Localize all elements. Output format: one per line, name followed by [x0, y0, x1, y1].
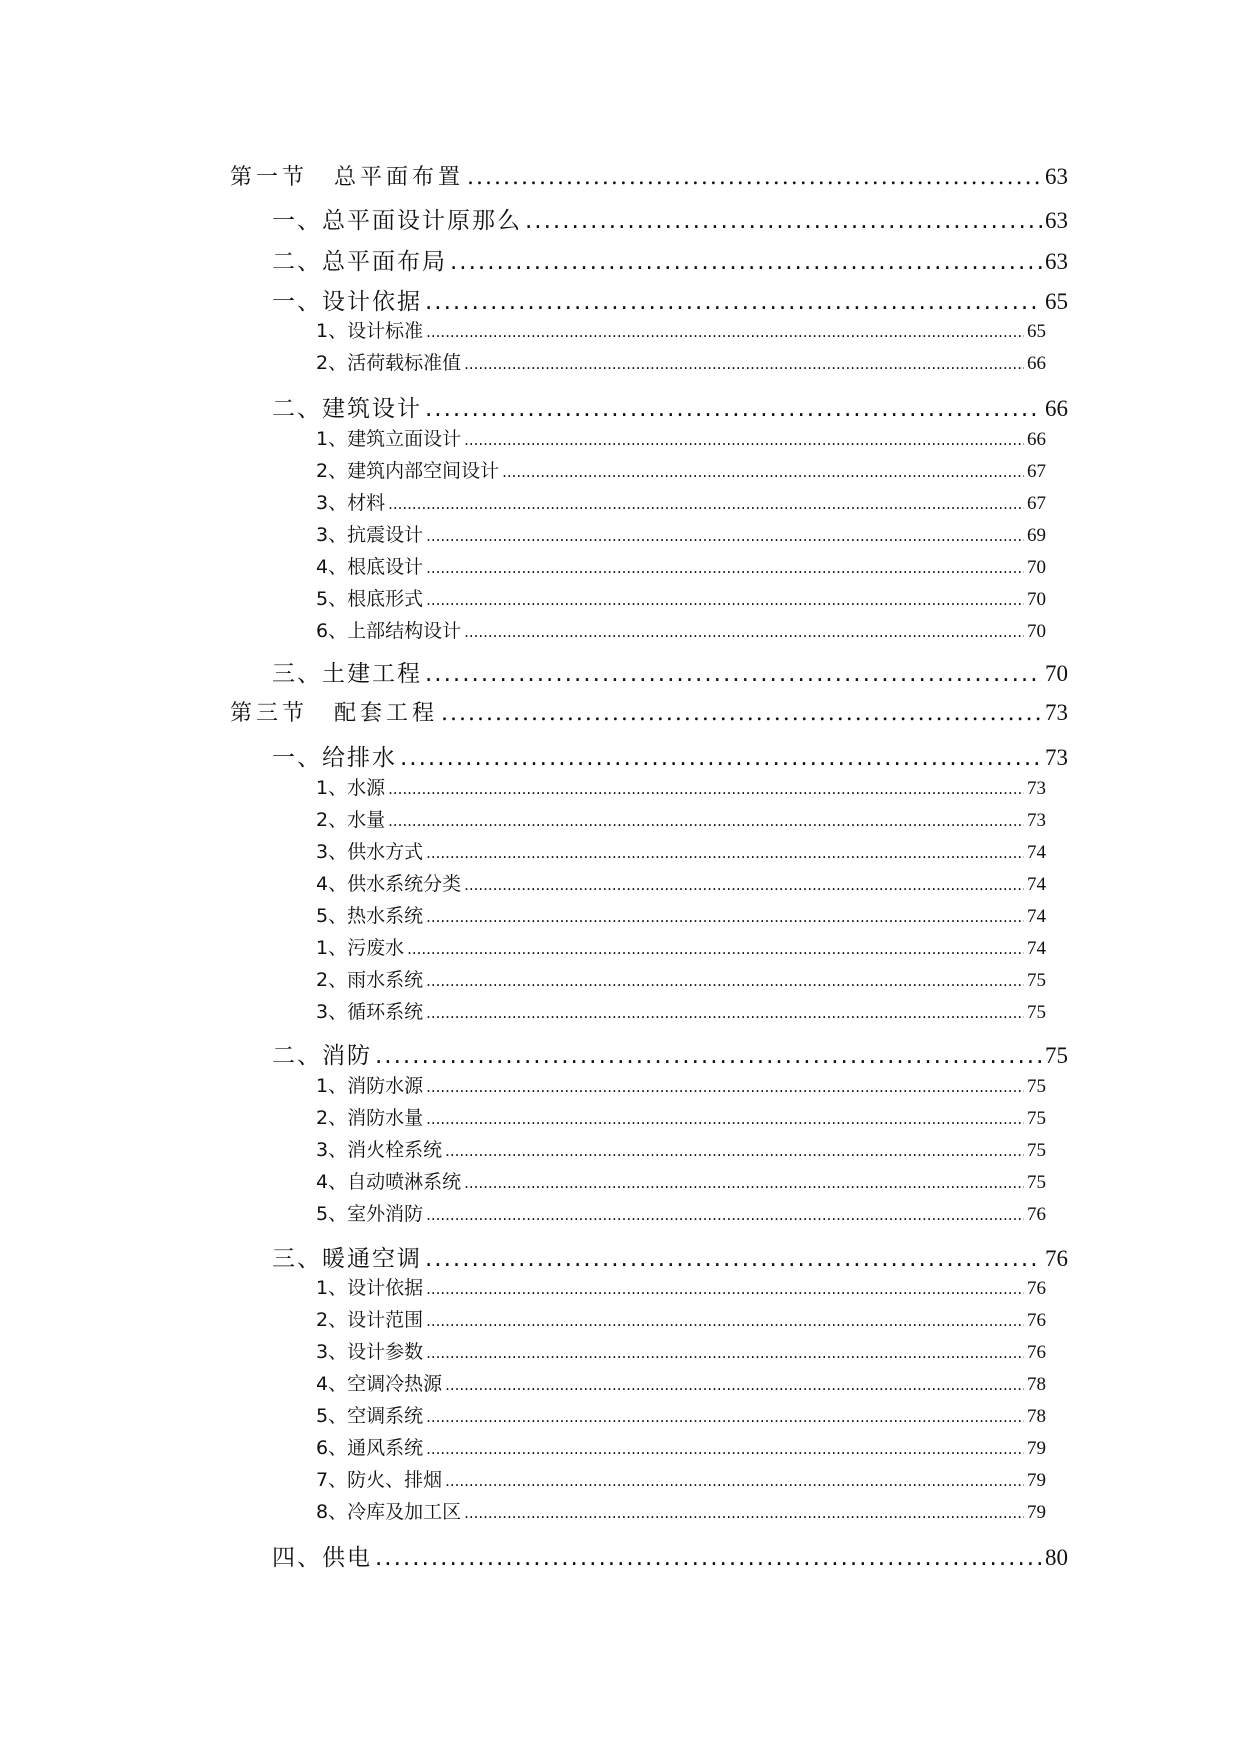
- toc-dot-leader: [426, 1437, 1024, 1459]
- toc-dot-leader: [464, 428, 1024, 450]
- toc-entry-title: 一、给排水: [272, 745, 397, 771]
- toc-entry-title: 第三节 配套工程: [230, 701, 439, 726]
- toc-page-number: 67: [1027, 461, 1046, 482]
- toc-entry[interactable]: [272, 655, 1068, 688]
- toc-entry[interactable]: [230, 160, 1068, 191]
- toc-page-number: 70: [1027, 589, 1046, 610]
- toc-dot-leader: [445, 1373, 1024, 1395]
- toc-dot-leader: [375, 1545, 1042, 1571]
- toc-entry-title: 三、暖通空调: [272, 1246, 422, 1272]
- toc-entry-title: 二、总平面布局: [272, 249, 447, 275]
- toc-entry-title: 2、雨水系统: [316, 969, 424, 991]
- toc-dot-leader: [407, 937, 1024, 959]
- toc-entry-title: 6、通风系统: [316, 1437, 424, 1459]
- toc-page-number: 73: [1045, 745, 1068, 770]
- toc-entry-title: 1、污废水: [316, 937, 405, 959]
- toc-entry-title: 一、总平面设计原那么: [272, 208, 522, 234]
- toc-page-number: 74: [1027, 938, 1046, 959]
- toc-page-number: 75: [1027, 1140, 1046, 1161]
- toc-page-number: 76: [1045, 1246, 1068, 1271]
- toc-entry-title: 二、建筑设计: [272, 396, 422, 422]
- toc-dot-leader: [425, 1246, 1042, 1272]
- toc-entry[interactable]: [272, 202, 1068, 235]
- toc-entry-title: 4、供水系统分类: [316, 873, 462, 895]
- toc-page-number: 70: [1027, 557, 1046, 578]
- toc-entry-title: 7、防火、排烟: [316, 1469, 443, 1491]
- toc-dot-leader: [426, 524, 1024, 546]
- toc-dot-leader: [426, 1309, 1024, 1331]
- toc-entry-title: 2、建筑内部空间设计: [316, 460, 500, 482]
- toc-entry[interactable]: [316, 552, 1046, 579]
- toc-dot-leader: [450, 249, 1042, 275]
- toc-page-number: 75: [1027, 1172, 1046, 1193]
- toc-entry[interactable]: [316, 869, 1046, 896]
- toc-entry[interactable]: [316, 773, 1046, 800]
- toc-entry-title: 4、空调冷热源: [316, 1373, 443, 1395]
- toc-dot-leader: [426, 1001, 1024, 1023]
- toc-entry[interactable]: [316, 933, 1046, 960]
- toc-page-number: 76: [1027, 1278, 1046, 1299]
- toc-page-number: 76: [1027, 1204, 1046, 1225]
- toc-entry-title: 1、建筑立面设计: [316, 428, 462, 450]
- toc-dot-leader: [426, 1341, 1024, 1363]
- toc-page-number: 63: [1045, 164, 1068, 189]
- toc-page-number: 66: [1027, 353, 1046, 374]
- toc-entry[interactable]: [316, 805, 1046, 832]
- toc-entry[interactable]: [316, 997, 1046, 1024]
- toc-page-number: 70: [1027, 621, 1046, 642]
- toc-dot-leader: [464, 352, 1024, 374]
- toc-page-number: 66: [1045, 396, 1068, 421]
- toc-entry-title: 二、消防: [272, 1043, 372, 1069]
- toc-page-number: 75: [1027, 1002, 1046, 1023]
- toc-entry-title: 1、消防水源: [316, 1075, 424, 1097]
- toc-entry[interactable]: [316, 316, 1046, 343]
- toc-page-number: 75: [1027, 1108, 1046, 1129]
- toc-page-number: 79: [1027, 1502, 1046, 1523]
- toc-entry-title: 3、供水方式: [316, 841, 424, 863]
- toc-entry-title: 5、根底形式: [316, 588, 424, 610]
- toc-dot-leader: [467, 165, 1042, 190]
- toc-page-number: 65: [1045, 289, 1068, 314]
- toc-entry-title: 5、室外消防: [316, 1203, 424, 1225]
- toc-entry-title: 3、材料: [316, 492, 386, 514]
- toc-entry[interactable]: [316, 1305, 1046, 1332]
- toc-page-number: 74: [1027, 906, 1046, 927]
- toc-dot-leader: [445, 1469, 1024, 1491]
- toc-dot-leader: [426, 969, 1024, 991]
- toc-entry-title: 四、供电: [272, 1545, 372, 1571]
- toc-page-number: 69: [1027, 525, 1046, 546]
- toc-entry-title: 5、热水系统: [316, 905, 424, 927]
- toc-entry-title: 3、抗震设计: [316, 524, 424, 546]
- toc-entry-title: 6、上部结构设计: [316, 620, 462, 642]
- toc-page-number: 63: [1045, 208, 1068, 233]
- toc-page-number: 75: [1045, 1043, 1068, 1068]
- toc-page-number: 80: [1045, 1545, 1068, 1570]
- toc-entry-title: 3、循环系统: [316, 1001, 424, 1023]
- toc-entry-title: 1、设计依据: [316, 1277, 424, 1299]
- toc-entry[interactable]: [316, 1433, 1046, 1460]
- toc-entry[interactable]: [272, 1240, 1068, 1273]
- toc-entry-title: 第一节 总平面布置: [230, 165, 465, 190]
- toc-dot-leader: [388, 809, 1024, 831]
- toc-entry-title: 8、冷库及加工区: [316, 1501, 462, 1523]
- toc-dot-leader: [426, 1405, 1024, 1427]
- toc-page-number: 76: [1027, 1310, 1046, 1331]
- toc-dot-leader: [426, 588, 1024, 610]
- toc-page-number: 67: [1027, 493, 1046, 514]
- toc-entry[interactable]: [316, 901, 1046, 928]
- toc-page-number: 74: [1027, 842, 1046, 863]
- toc-dot-leader: [426, 1075, 1024, 1097]
- toc-entry[interactable]: [272, 739, 1068, 772]
- toc-entry[interactable]: [272, 283, 1068, 316]
- toc-page-number: 65: [1027, 321, 1046, 342]
- toc-entry[interactable]: [316, 1273, 1046, 1300]
- toc-entry[interactable]: [316, 1465, 1046, 1492]
- toc-entry[interactable]: [316, 520, 1046, 547]
- toc-entry[interactable]: [316, 1071, 1046, 1098]
- toc-entry[interactable]: [316, 424, 1046, 451]
- toc-dot-leader: [426, 1203, 1024, 1225]
- toc-entry-title: 4、自动喷淋系统: [316, 1171, 462, 1193]
- toc-dot-leader: [426, 1277, 1024, 1299]
- toc-entry[interactable]: [316, 1135, 1046, 1162]
- toc-dot-leader: [525, 208, 1042, 234]
- toc-dot-leader: [464, 1501, 1024, 1523]
- toc-dot-leader: [426, 905, 1024, 927]
- toc-entry-title: 4、根底设计: [316, 556, 424, 578]
- toc-entry-title: 一、设计依据: [272, 289, 422, 315]
- toc-entry[interactable]: [316, 616, 1046, 643]
- toc-page-number: 75: [1027, 970, 1046, 991]
- toc-page-number: 73: [1027, 778, 1046, 799]
- toc-dot-leader: [426, 841, 1024, 863]
- toc-entry[interactable]: [316, 1199, 1046, 1226]
- toc-entry-title: 3、设计参数: [316, 1341, 424, 1363]
- toc-dot-leader: [388, 777, 1024, 799]
- toc-entry[interactable]: [316, 965, 1046, 992]
- toc-entry-title: 三、土建工程: [272, 661, 422, 687]
- toc-dot-leader: [425, 661, 1042, 687]
- toc-dot-leader: [502, 460, 1024, 482]
- toc-dot-leader: [425, 396, 1042, 422]
- toc-entry[interactable]: [316, 1167, 1046, 1194]
- toc-entry[interactable]: [316, 348, 1046, 375]
- toc-entry[interactable]: [316, 837, 1046, 864]
- toc-entry[interactable]: [316, 1401, 1046, 1428]
- toc-page-number: 66: [1027, 429, 1046, 450]
- toc-page-number: 73: [1045, 700, 1068, 725]
- toc-page-number: 76: [1027, 1342, 1046, 1363]
- toc-entry-title: 3、消火栓系统: [316, 1139, 443, 1161]
- toc-dot-leader: [426, 556, 1024, 578]
- toc-dot-leader: [375, 1043, 1042, 1069]
- toc-page-number: 74: [1027, 874, 1046, 895]
- toc-page-number: 79: [1027, 1438, 1046, 1459]
- toc-dot-leader: [425, 289, 1042, 315]
- toc-entry[interactable]: [272, 1037, 1068, 1070]
- toc-entry[interactable]: [316, 1497, 1046, 1524]
- toc-page-number: 79: [1027, 1470, 1046, 1491]
- toc-entry-title: 1、水源: [316, 777, 386, 799]
- toc-dot-leader: [400, 745, 1042, 771]
- toc-dot-leader: [426, 320, 1024, 342]
- toc-entry[interactable]: [316, 1103, 1046, 1130]
- toc-entry[interactable]: [272, 243, 1068, 276]
- toc-entry-title: 2、水量: [316, 809, 386, 831]
- toc-entry[interactable]: [272, 390, 1068, 423]
- toc-dot-leader: [445, 1139, 1024, 1161]
- toc-entry-title: 1、设计标准: [316, 320, 424, 342]
- toc-dot-leader: [388, 492, 1024, 514]
- toc-entry[interactable]: [316, 488, 1046, 515]
- toc-dot-leader: [441, 701, 1042, 726]
- toc-dot-leader: [426, 1107, 1024, 1129]
- toc-page-number: 73: [1027, 810, 1046, 831]
- toc-entry-title: 2、设计范围: [316, 1309, 424, 1331]
- toc-entry[interactable]: [316, 1337, 1046, 1364]
- toc-entry[interactable]: [230, 696, 1068, 727]
- toc-dot-leader: [464, 1171, 1024, 1193]
- toc-page-number: 70: [1045, 661, 1068, 686]
- toc-page-number: 78: [1027, 1374, 1046, 1395]
- toc-entry-title: 2、活荷载标准值: [316, 352, 462, 374]
- toc-entry[interactable]: [316, 456, 1046, 483]
- toc-entry[interactable]: [316, 1369, 1046, 1396]
- toc-dot-leader: [464, 620, 1024, 642]
- toc-entry-title: 2、消防水量: [316, 1107, 424, 1129]
- toc-page-number: 63: [1045, 249, 1068, 274]
- toc-page-number: 75: [1027, 1076, 1046, 1097]
- toc-dot-leader: [464, 873, 1024, 895]
- toc-page-number: 78: [1027, 1406, 1046, 1427]
- toc-entry[interactable]: [272, 1539, 1068, 1572]
- toc-entry[interactable]: [316, 584, 1046, 611]
- toc-entry-title: 5、空调系统: [316, 1405, 424, 1427]
